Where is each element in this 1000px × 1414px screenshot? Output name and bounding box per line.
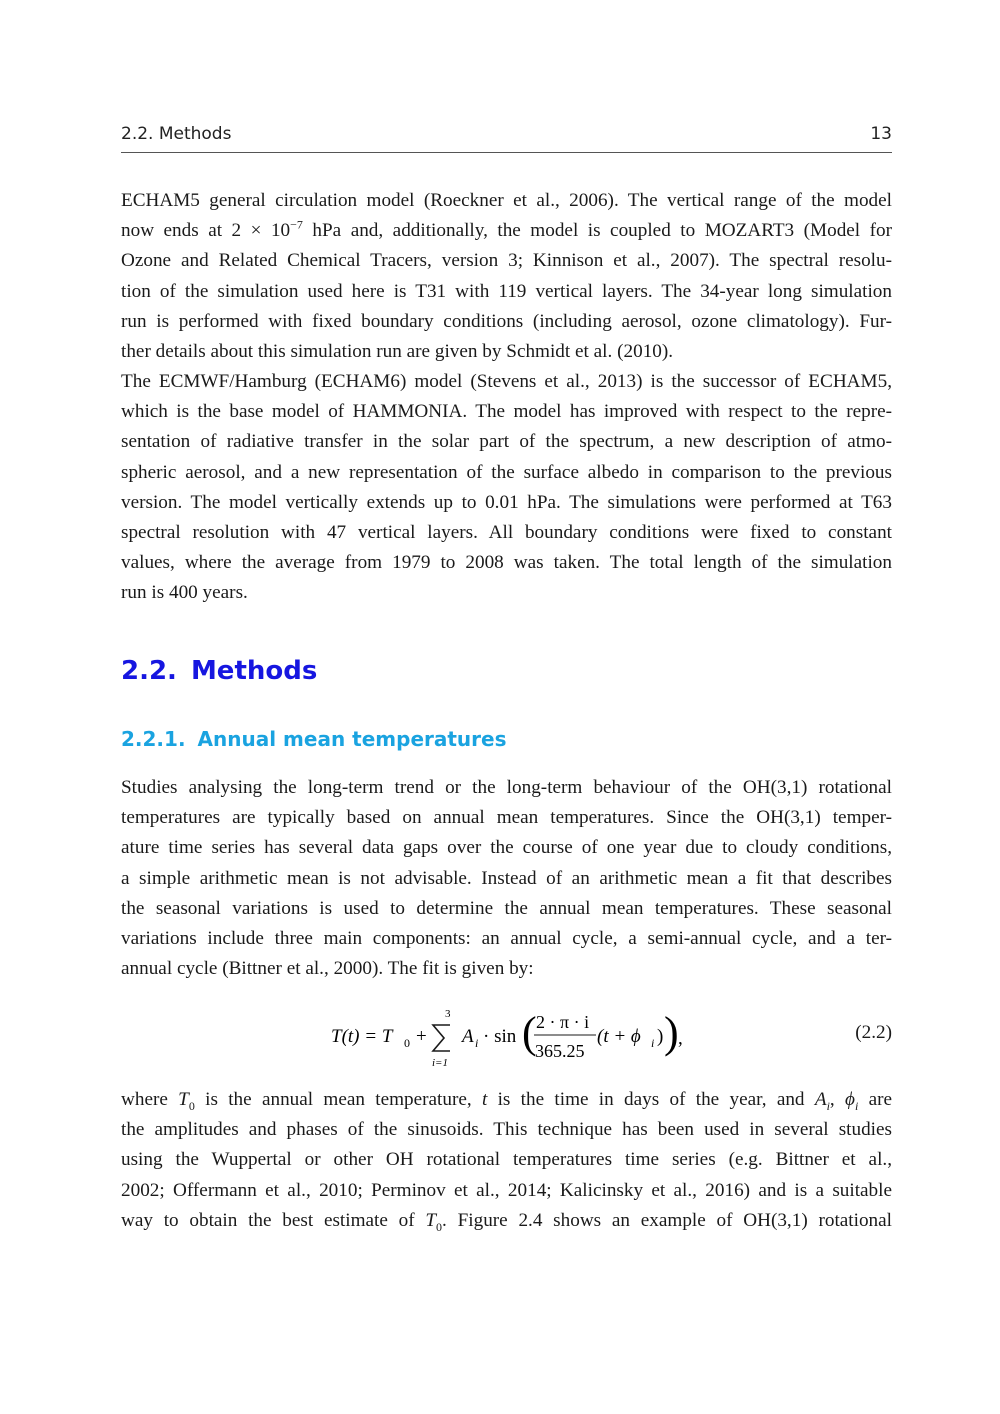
text-run: where bbox=[121, 1089, 179, 1110]
text-line: run is 400 years. bbox=[121, 582, 248, 604]
text-line: tion of the simulation used here is T31 with 119 vertical layers. The 34-year long simulation bbox=[121, 280, 892, 302]
eq-plus: + bbox=[416, 1026, 427, 1047]
text-line: variations include three main components: an annual cycle, a semi-annual cycle, and a ter- bbox=[121, 928, 892, 950]
math-var: t bbox=[481, 1089, 488, 1110]
left-paren-icon: ( bbox=[522, 1008, 537, 1057]
subsection-heading bbox=[121, 727, 507, 751]
sum-icon bbox=[433, 1025, 450, 1051]
eq-denominator: 365.25 bbox=[535, 1041, 585, 1061]
eq-trailing-comma: , bbox=[678, 1028, 683, 1049]
text-line: Studies analysing the long-term trend or the long-term behaviour of the OH(3,1) rotational bbox=[121, 777, 892, 798]
right-paren-icon: ) bbox=[664, 1008, 679, 1057]
text-line: the amplitudes and phases of the sinusoids. This technique has been used in several studies bbox=[121, 1119, 892, 1141]
text-line: The ECMWF/Hamburg (ECHAM6) model (Stevens et al., 2013) is the successor of ECHAM5, bbox=[121, 371, 892, 392]
eq-sum-upper: 3 bbox=[445, 1008, 451, 1020]
text-line: version. The model vertically extends up to 0.01 hPa. The simulations were performed at T63 bbox=[121, 491, 892, 513]
running-header bbox=[121, 124, 892, 153]
math-var: ϕ bbox=[845, 1089, 855, 1110]
text-run: way to obtain the best estimate of bbox=[121, 1209, 426, 1231]
math-var: T bbox=[178, 1089, 189, 1110]
math-var: A bbox=[814, 1089, 827, 1110]
page-number: 13 bbox=[870, 124, 892, 144]
eq-phase-close: ) bbox=[657, 1026, 664, 1047]
text-run: now ends at 2 × 10 bbox=[121, 220, 291, 242]
subscript: 0 bbox=[436, 1219, 443, 1234]
equation-2-2 bbox=[121, 1000, 892, 1070]
text-run: are bbox=[858, 1089, 892, 1110]
paragraph-echam6 bbox=[121, 367, 892, 609]
text-line: run is performed with fixed boundary conditions (including aerosol, ozone climatology). Fur- bbox=[121, 310, 892, 332]
paragraph-echam5 bbox=[121, 186, 892, 367]
text-line: ature time series has several data gaps over the course of one year due to cloudy conditions, bbox=[121, 837, 892, 859]
eq-sum-lower: i=1 bbox=[432, 1057, 448, 1069]
text-run: is the annual mean temperature, bbox=[194, 1089, 482, 1110]
text-line: temperatures are typically based on annual mean temperatures. Since the OH(3,1) temper- bbox=[121, 807, 892, 829]
running-header-section: 2.2. Methods bbox=[121, 124, 232, 144]
math-var: T bbox=[425, 1209, 437, 1231]
text-line: Ozone and Related Chemical Tracers, version 3; Kinnison et al., 2007). The spectral resolu- bbox=[121, 250, 892, 272]
subsection-number: 2.2.1. bbox=[121, 727, 186, 751]
section-number: 2.2. bbox=[121, 656, 177, 686]
section-heading bbox=[121, 656, 317, 686]
text-run: is the time in days of the year, and bbox=[487, 1089, 815, 1110]
subscript: 0 bbox=[188, 1098, 195, 1113]
paragraph-annual-mean bbox=[121, 773, 892, 984]
eq-sin: · sin bbox=[483, 1026, 517, 1047]
text-line: spheric aerosol, and a new representation of the surface albedo in comparison to the previous bbox=[121, 461, 892, 483]
eq-amplitude: A bbox=[462, 1026, 474, 1047]
text-line: values, where the average from 1979 to 2008 was taken. The total length of the simulation bbox=[121, 552, 892, 574]
subscript: i bbox=[826, 1098, 830, 1113]
text-line bbox=[121, 1085, 892, 1115]
text-line: ther details about this simulation run are given by Schmidt et al. (2010). bbox=[121, 341, 674, 363]
eq-phase: (t + ϕ bbox=[597, 1026, 641, 1047]
equation-formula bbox=[121, 1000, 761, 1070]
section-title: Methods bbox=[190, 656, 318, 686]
text-line: the seasonal variations is used to determine the annual mean temperatures. These seasonal bbox=[121, 897, 892, 919]
text-line: which is the base model of HAMMONIA. The model has improved with respect to the repre- bbox=[121, 401, 892, 423]
text-run: hPa and, additionally, the model is coupled to MOZART3 (Model for bbox=[302, 220, 892, 242]
text-line bbox=[121, 1206, 892, 1236]
eq-phase-sub: i bbox=[651, 1036, 655, 1050]
text-line: ECHAM5 general circulation model (Roeckner et al., 2006). The vertical range of the model bbox=[121, 190, 892, 211]
text-line: sentation of radiative transfer in the solar part of the spectrum, a new description of atmo- bbox=[121, 431, 892, 453]
superscript: −7 bbox=[290, 217, 303, 232]
text-line: spectral resolution with 47 vertical layers. All boundary conditions were fixed to constant bbox=[121, 522, 892, 544]
equation-number: (2.2) bbox=[855, 1022, 892, 1043]
text-line: a simple arithmetic mean is not advisable. Instead of an arithmetic mean a fit that describes bbox=[121, 867, 892, 889]
eq-amplitude-sub: i bbox=[475, 1036, 479, 1050]
text-line bbox=[121, 216, 892, 246]
text-line: annual cycle (Bittner et al., 2000). The fit is given by: bbox=[121, 958, 534, 980]
subscript: i bbox=[854, 1098, 859, 1113]
text-run: . Figure 2.4 shows an example of OH(3,1) rotational bbox=[442, 1209, 892, 1231]
eq-lhs: T(t) = T bbox=[331, 1026, 393, 1047]
paragraph-fit-description bbox=[121, 1085, 892, 1236]
eq-t0-sub: 0 bbox=[404, 1036, 410, 1050]
text-run: , bbox=[829, 1089, 845, 1110]
text-line: using the Wuppertal or other OH rotational temperatures time series (e.g. Bittner et al., bbox=[121, 1149, 892, 1171]
text-line: 2002; Offermann et al., 2010; Perminov et al., 2014; Kalicinsky et al., 2016) and is a suitable bbox=[121, 1179, 892, 1201]
subsection-title: Annual mean temperatures bbox=[197, 727, 507, 751]
eq-numerator: 2 · π · i bbox=[536, 1012, 590, 1032]
